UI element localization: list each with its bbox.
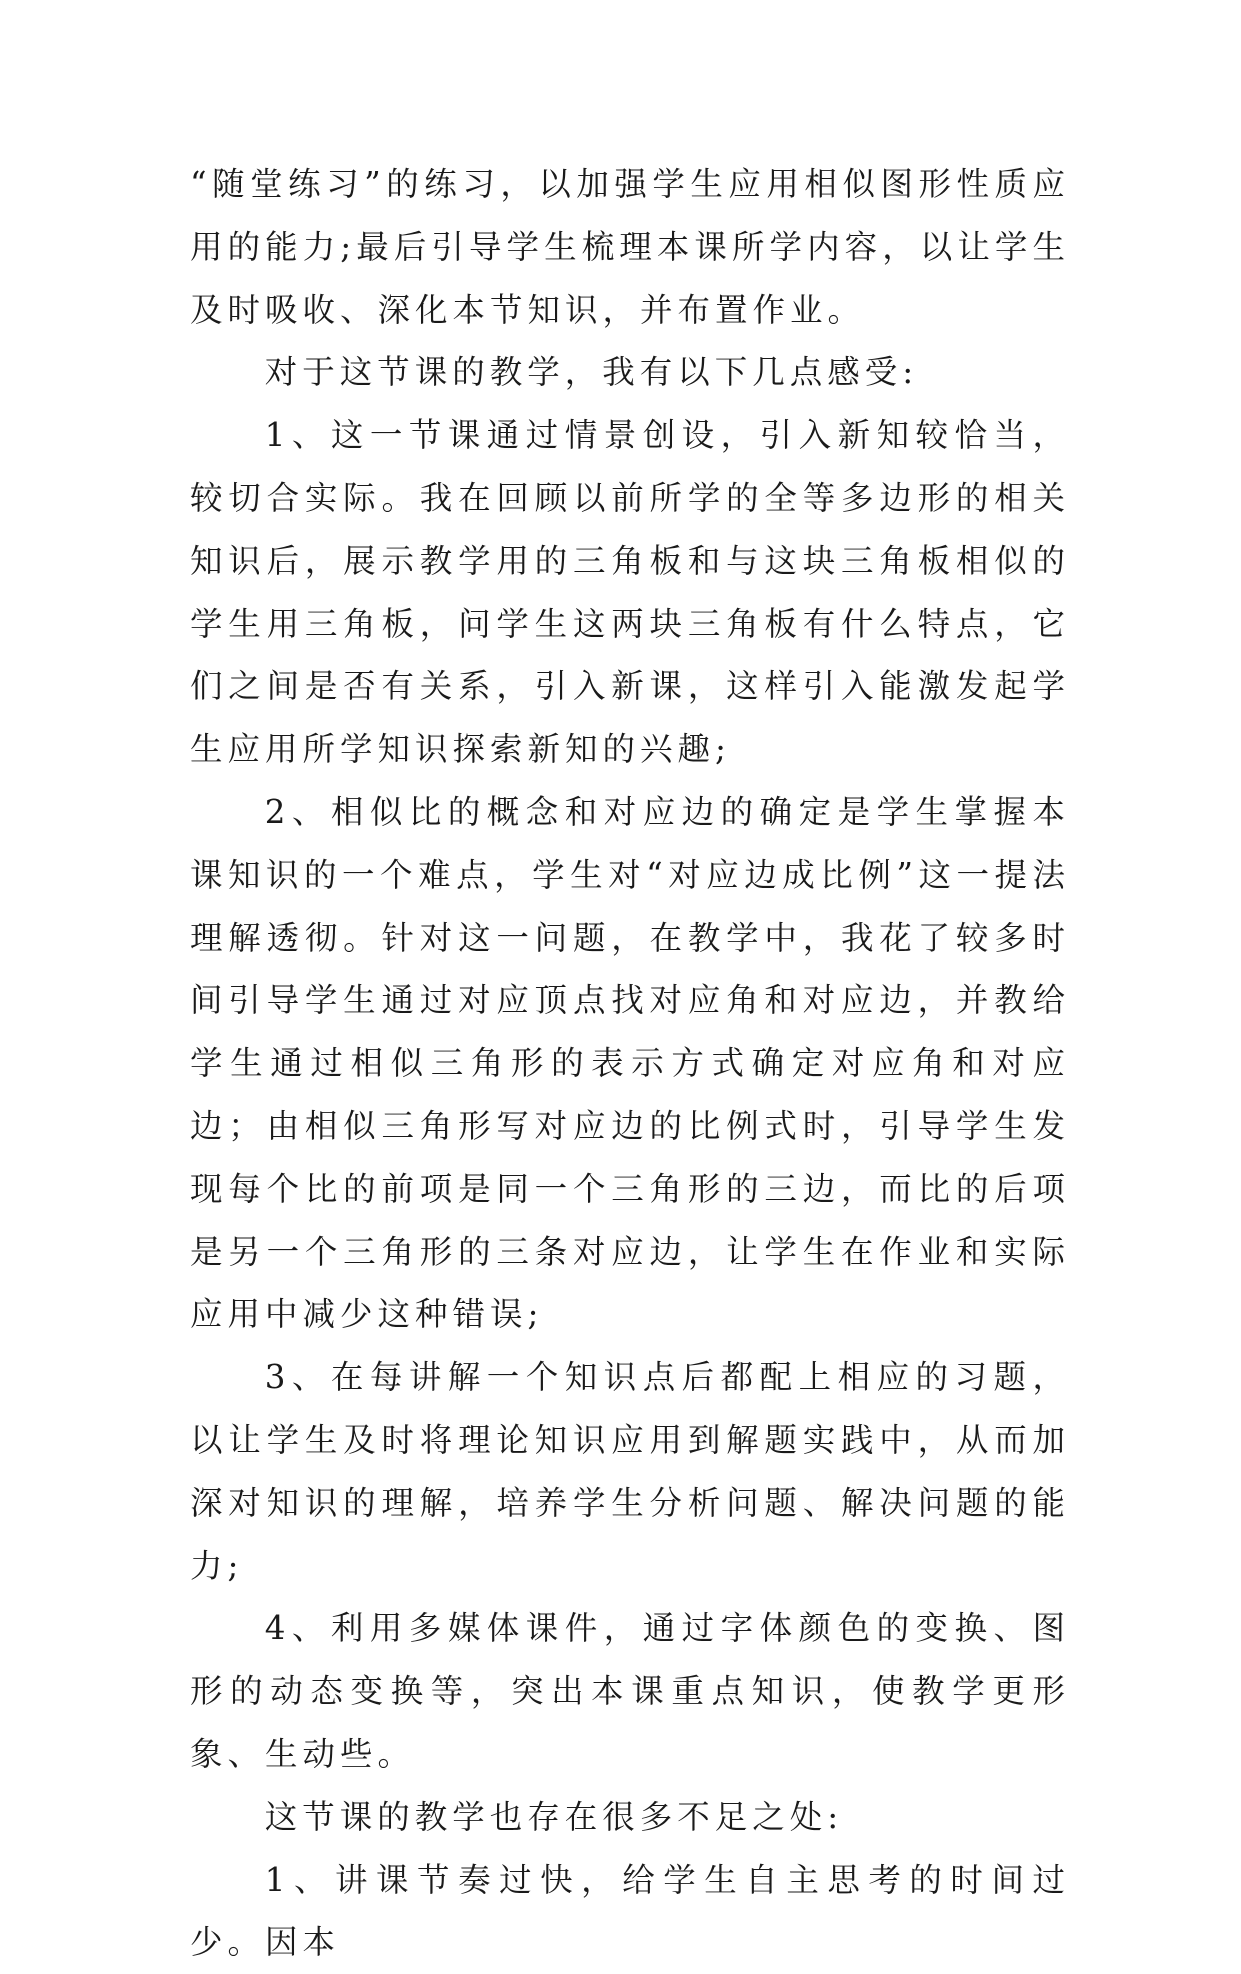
paragraph-feelings-intro: 对于这节课的教学，我有以下几点感受: [264,353,919,392]
document-page [190,153,1070,1974]
paragraph-point-3: 3、在每讲解一个知识点后都配上相应的习题，以让学生及时将理论知识应用到解题实践中，从而加深对知识的理解，培养学生分析问题、解决问题的能力; [190,1358,1070,1585]
paragraph-point-1: 1、这一节课通过情景创设，引入新知较恰当，较切合实际。我在回顾以前所学的全等多边形的相关知识后，展示教学用的三角板和与这块三角板相似的学生用三角板，问学生这两块三角板有什么特点，它们之间是否有关系，引入新课，这样引入能激发起学生应用所学知识探索新知的兴趣; [190,416,1070,769]
paragraph-shortcoming-1: 1、讲课节奏过快，给学生自主思考的时间过少。因本 [190,1860,1070,1962]
paragraph-point-4: 4、利用多媒体课件，通过字体颜色的变换、图形的动态变换等，突出本课重点知识，使教学更形象、生动些。 [190,1609,1070,1773]
paragraph-point-2: 2、相似比的概念和对应边的确定是学生掌握本课知识的一个难点，学生对“对应边成比例”这一提法理解透彻。针对这一问题，在教学中，我花了较多时间引导学生通过对应顶点找对应角和对应边，并教给学生通过相似三角形的表示方式确定对应角和对应边；由相似三角形写对应边的比例式时，引导学生发现每个比的前项是同一个三角形的三边，而比的后项是另一个三角形的三条对应边，让学生在作业和实际应用中减少这种错误; [190,792,1070,1334]
paragraph-shortcomings-intro: 这节课的教学也存在很多不足之处: [264,1797,844,1836]
paragraph-continuation: “随堂练习”的练习，以加强学生应用相似图形性质应用的能力;最后引导学生梳理本课所学内容，以让学生及时吸收、深化本节知识，并布置作业。 [190,165,1070,329]
